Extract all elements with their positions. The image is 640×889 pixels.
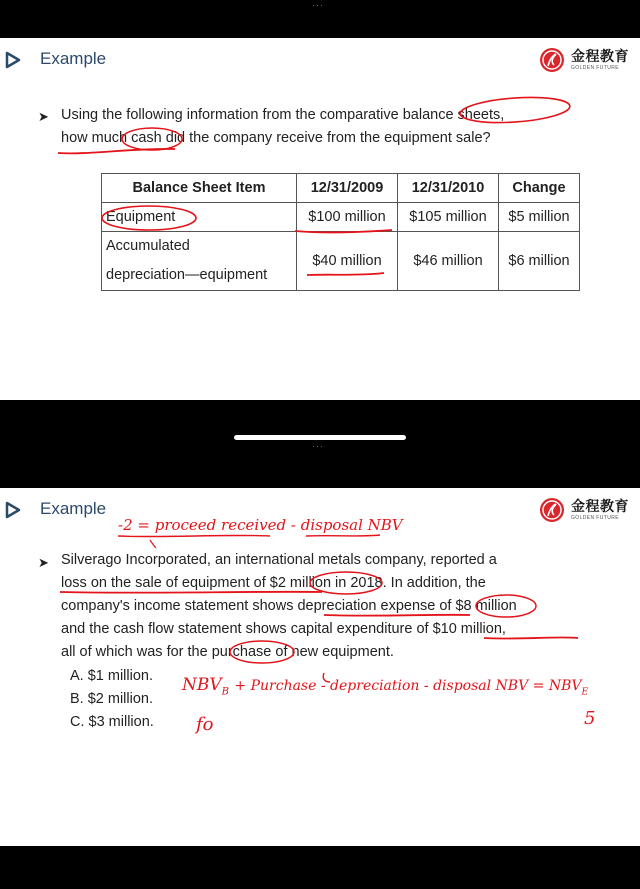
- cell-equipment-2010: $105 million: [398, 203, 499, 232]
- cell-depreciation-change: $6 million: [499, 232, 580, 291]
- slide-one: [0, 38, 640, 400]
- logo-chinese-text: 金程教育: [571, 498, 629, 514]
- handwritten-note-fo: fo: [196, 714, 214, 735]
- header-2010: 12/31/2010: [398, 174, 499, 203]
- header-change: Change: [499, 174, 580, 203]
- formula-rest: + Purchase - depreciation - disposal NBV = NBV: [234, 678, 582, 694]
- header-item: Balance Sheet Item: [102, 174, 297, 203]
- slide-one-title: Example: [40, 49, 107, 68]
- logo-english-text: GOLDEN FUTURE: [571, 65, 619, 71]
- slide-two-title: Example: [40, 499, 107, 518]
- question-line-2: how much cash did the company receive from the equipment sale?: [61, 130, 491, 146]
- slide-two: [0, 488, 640, 846]
- dots-top-icon: ···: [312, 0, 324, 10]
- logo-english-text: GOLDEN FUTURE: [571, 515, 619, 521]
- question-line-4: and the cash flow statement shows capital expenditure of $10 million,: [61, 621, 506, 637]
- question-line-5: all of which was for the purchase of new equipment.: [61, 644, 394, 660]
- cell-depreciation-2009: $40 million: [297, 232, 398, 291]
- cell-label-line-2: depreciation—equipment: [106, 267, 268, 283]
- cell-equipment-change: $5 million: [499, 203, 580, 232]
- formula-sub-b: B: [221, 686, 230, 698]
- bullet-arrow-icon: ➤: [38, 109, 49, 124]
- header-2009: 12/31/2009: [297, 174, 398, 203]
- home-indicator[interactable]: [234, 435, 406, 440]
- question-line-1: Silverago Incorporated, an international metals company, reported a: [61, 552, 497, 568]
- formula-nbv-start: NBV: [182, 675, 222, 695]
- handwritten-formula-1: -2 = proceed received - disposal NBV: [118, 516, 403, 534]
- question-line-3: company's income statement shows depreciation expense of $8 million: [61, 598, 517, 614]
- dots-middle-icon: ···: [312, 441, 324, 451]
- bullet-arrow-icon: ➤: [38, 555, 49, 570]
- logo-chinese-text: 金程教育: [571, 48, 629, 64]
- cell-depreciation-2010: $46 million: [398, 232, 499, 291]
- question-line-1: Using the following information from the comparative balance sheets,: [61, 107, 505, 123]
- question-line-2: loss on the sale of equipment of $2 million in 2018. In addition, the: [61, 575, 486, 591]
- slide-one-annotations: [0, 38, 640, 400]
- choice-c[interactable]: C. $3 million.: [70, 714, 154, 730]
- choice-a[interactable]: A. $1 million.: [70, 668, 154, 684]
- handwritten-five: 5: [584, 708, 596, 729]
- formula-sub-e: E: [581, 687, 589, 698]
- cell-label-line-1: Accumulated: [106, 238, 190, 254]
- slide-two-annotations: [0, 488, 640, 846]
- cell-equipment: Equipment: [102, 203, 297, 232]
- choice-b[interactable]: B. $2 million.: [70, 691, 154, 707]
- cell-equipment-2009: $100 million: [297, 203, 398, 232]
